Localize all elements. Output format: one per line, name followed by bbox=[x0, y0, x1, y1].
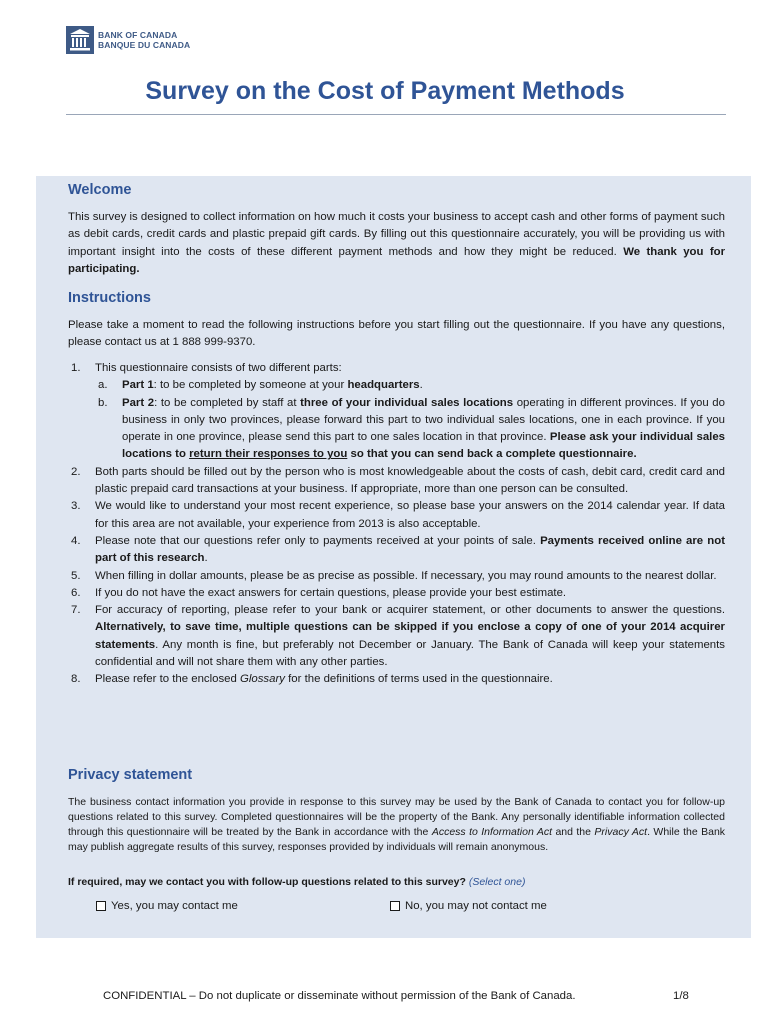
bank-building-icon bbox=[66, 26, 94, 54]
list-item: 2. Both parts should be filled out by the person who is most knowledgeable about the costs of cash, debit card, credit card and plastic prepaid card transactions at your business. If appropriate, more than one person can be consulted. bbox=[71, 465, 725, 496]
privacy-heading: Privacy statement bbox=[68, 767, 193, 783]
list-item: 4. Please note that our questions refer only to payments received at your points of sale. Payments received online are not part of this research. bbox=[71, 534, 725, 565]
list-item: 5. When filling in dollar amounts, please be as precise as possible. If necessary, you may round amounts to the nearest dollar. bbox=[71, 569, 717, 582]
content-panel bbox=[36, 176, 751, 938]
list-item: 1. This questionnaire consists of two different parts: a. Part 1: to be completed by someone at your headquarters. b. Part 2: to be completed by staff at three of your individual sales locations operating in different provinces. If you do business in only two provinces, please forward this part to two individual sales locations, one in each province. If you operate in one province, please send this part to one sales location in that province. Please ask your individual sales locations to return their responses to you so that you can send back a complete questionnaire. bbox=[68, 360, 725, 464]
confidential-footer: CONFIDENTIAL – Do not duplicate or disseminate without permission of the Bank of Canada. bbox=[103, 990, 576, 1002]
page-number: 1/8 bbox=[673, 990, 689, 1002]
instructions-intro: Please take a moment to read the following instructions before you start filling out the questionnaire. If you have any questions, please contact us at 1 888 999-9370. bbox=[68, 319, 725, 349]
welcome-heading: Welcome bbox=[68, 182, 132, 198]
instructions-list bbox=[68, 360, 725, 689]
instructions-heading: Instructions bbox=[68, 290, 151, 306]
list-item: 6. If you do not have the exact answers for certain questions, please provide your best estimate. bbox=[71, 586, 567, 599]
contact-question: If required, may we contact you with follow-up questions related to this survey? (Select one) bbox=[68, 876, 526, 888]
page-title: Survey on the Cost of Payment Methods bbox=[145, 77, 625, 105]
welcome-text: This survey is designed to collect information on how much it costs your business to accept cash and other forms of payment such as debit cards, credit cards and plastic prepaid gift cards. By filling out this questionnaire accurately, you will be providing us with important insight into the costs of these different payment methods and how they might be reduced. We thank you for participating. bbox=[68, 211, 726, 275]
list-item: 7. For accuracy of reporting, please refer to your bank or acquirer statement, or other documents to answer the questions. Alternatively, to save time, multiple questions can be skipped if you enclose a copy of one of your 2014 acquirer statements. Any month is fine, but preferably not December or January. The Bank of Canada will keep your statements confidential and will not share them with any other parties. bbox=[71, 604, 725, 669]
org-name-fr: BANQUE DU CANADA bbox=[98, 40, 191, 50]
checkbox-yes[interactable] bbox=[96, 901, 106, 911]
org-name-en: BANK OF CANADA bbox=[98, 30, 178, 40]
title-divider bbox=[66, 114, 726, 115]
privacy-text: The business contact information you provide in response to this survey may be used by the Bank of Canada to contact you for follow-up questions related to this survey. Completed questionnaires will be the property of the Bank. Any personally identifiable information collected through this questionnaire will be treated by the Bank in accordance with the Access to Information Act and the Privacy Act. While the Bank may publish aggregate results of this survey, responses provided by individuals will remain anonymous. bbox=[68, 796, 726, 853]
checkbox-no[interactable] bbox=[390, 901, 400, 911]
bank-logo bbox=[66, 26, 190, 54]
sub-item-part1: a. Part 1: to be completed by someone at your headquarters. bbox=[98, 379, 423, 392]
option-no[interactable]: No, you may not contact me bbox=[390, 900, 547, 912]
list-item: 8. Please refer to the enclosed Glossary for the definitions of terms used in the questionnaire. bbox=[71, 673, 553, 686]
sub-item-part2: b. Part 2: to be completed by staff at three of your individual sales locations operating in different provinces. If you do business in only two provinces, please forward this part to two individual sales locations, one in each province. If you operate in one province, please send this part to one sales location in that province. Please ask your individual sales locations to return their responses to you so that you can send back a complete questionnaire. bbox=[98, 396, 725, 461]
option-yes[interactable]: Yes, you may contact me bbox=[96, 900, 238, 912]
list-item: 3. We would like to understand your most recent experience, so please base your answers on the 2014 calendar year. If data for this area are not available, your experience from 2013 is also acceptable. bbox=[71, 500, 725, 530]
